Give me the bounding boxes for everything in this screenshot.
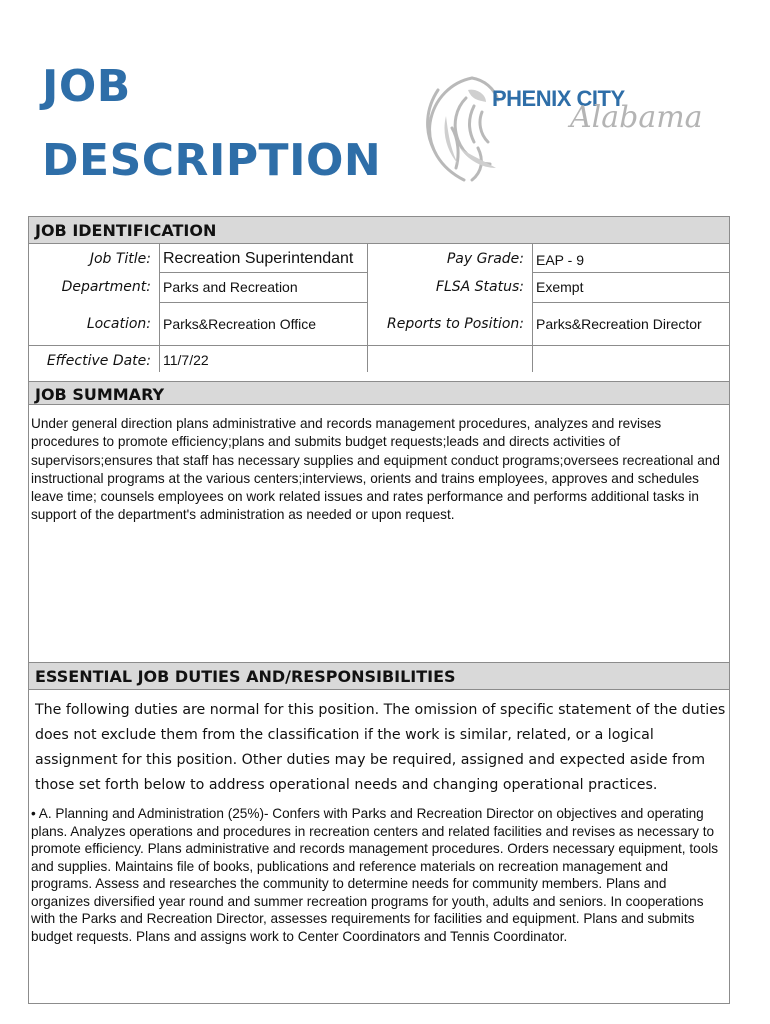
pay-grade-label: Pay Grade: (446, 251, 524, 267)
duty-item-a: • A. Planning and Administration (25%)- Confers with Parks and Recreation Director on objectives and operating plans. Analyzes operations and procedures in recreation centers and related facilities and revises as necessary to promote efficiency. Plans administrative and records management procedures. Orders necessary equipment, tools and supplies. Maintains file of books, publications and reference materials on recreation management and programs. Assess and researches the community to determine needs for community members. Plans and organizes diversified year round and summer recreation programs for youth, adults and seniors. In cooperations with the Parks and Recreation Director, assesses requirements for facilities and equipment. Plans and submits budget requests. Plans and assigns work to Center Coordinators and Tennis Coordinator. (31, 806, 719, 944)
pay-grade-value: EAP - 9 (536, 252, 584, 268)
table-divider (159, 272, 367, 273)
flsa-status-value: Exempt (536, 279, 584, 295)
location-label: Location: (86, 316, 151, 332)
reports-to-value: Parks&Recreation Director (536, 316, 702, 332)
table-divider (29, 345, 729, 346)
department-value: Parks and Recreation (163, 279, 298, 295)
title-line-1: JOB (42, 61, 131, 112)
job-title-value: Recreation Superintendant (163, 250, 354, 267)
department-label: Department: (61, 279, 151, 295)
job-title-label: Job Title: (89, 251, 151, 267)
section-job-identification: JOB IDENTIFICATION (29, 217, 729, 244)
document-title (42, 50, 381, 198)
logo-brand-text: PHENIX CITY (492, 86, 625, 111)
location-value: Parks&Recreation Office (163, 316, 317, 332)
table-divider (159, 302, 367, 303)
flsa-status-label: FLSA Status: (435, 279, 524, 295)
job-description-form (28, 216, 730, 1004)
effective-date-label: Effective Date: (46, 353, 151, 369)
logo-script-text: Alabama (570, 100, 703, 135)
table-divider (532, 272, 730, 273)
duties-intro-text: The following duties are normal for this position. The omission of specific statement of the duties does not exclude them from the classification if the work is similar, related, or a logical assignment for this position. Other duties may be required, assigned and expected aside from those set forth below to address operational needs and changing operational practices. (35, 702, 726, 793)
table-divider (159, 244, 160, 372)
reports-to-label: Reports to Position: (386, 316, 524, 332)
section-job-summary: JOB SUMMARY (29, 381, 729, 405)
effective-date-value: 11/7/22 (163, 352, 209, 368)
table-divider (532, 302, 730, 303)
job-summary-text: Under general direction plans administrative and records management procedures, analyzes and revises procedures to promote efficiency;plans and submits budget requests;leads and directs activities of supervisors;ensures that staff has necessary supplies and equipment conduct programs;oversees recreational and instructional programs at the various centers;interviews, orients and trains employees, approves and schedules leave time; counsels employees on work related issues and rates performance and performs additional tasks in support of the department's administration as needed or upon request. (31, 416, 720, 523)
table-divider (532, 244, 533, 372)
title-line-2: DESCRIPTION (42, 135, 382, 186)
phenix-city-logo (412, 68, 702, 188)
table-divider (367, 244, 368, 372)
section-essential-duties: ESSENTIAL JOB DUTIES AND/RESPONSIBILITIES (29, 662, 729, 690)
